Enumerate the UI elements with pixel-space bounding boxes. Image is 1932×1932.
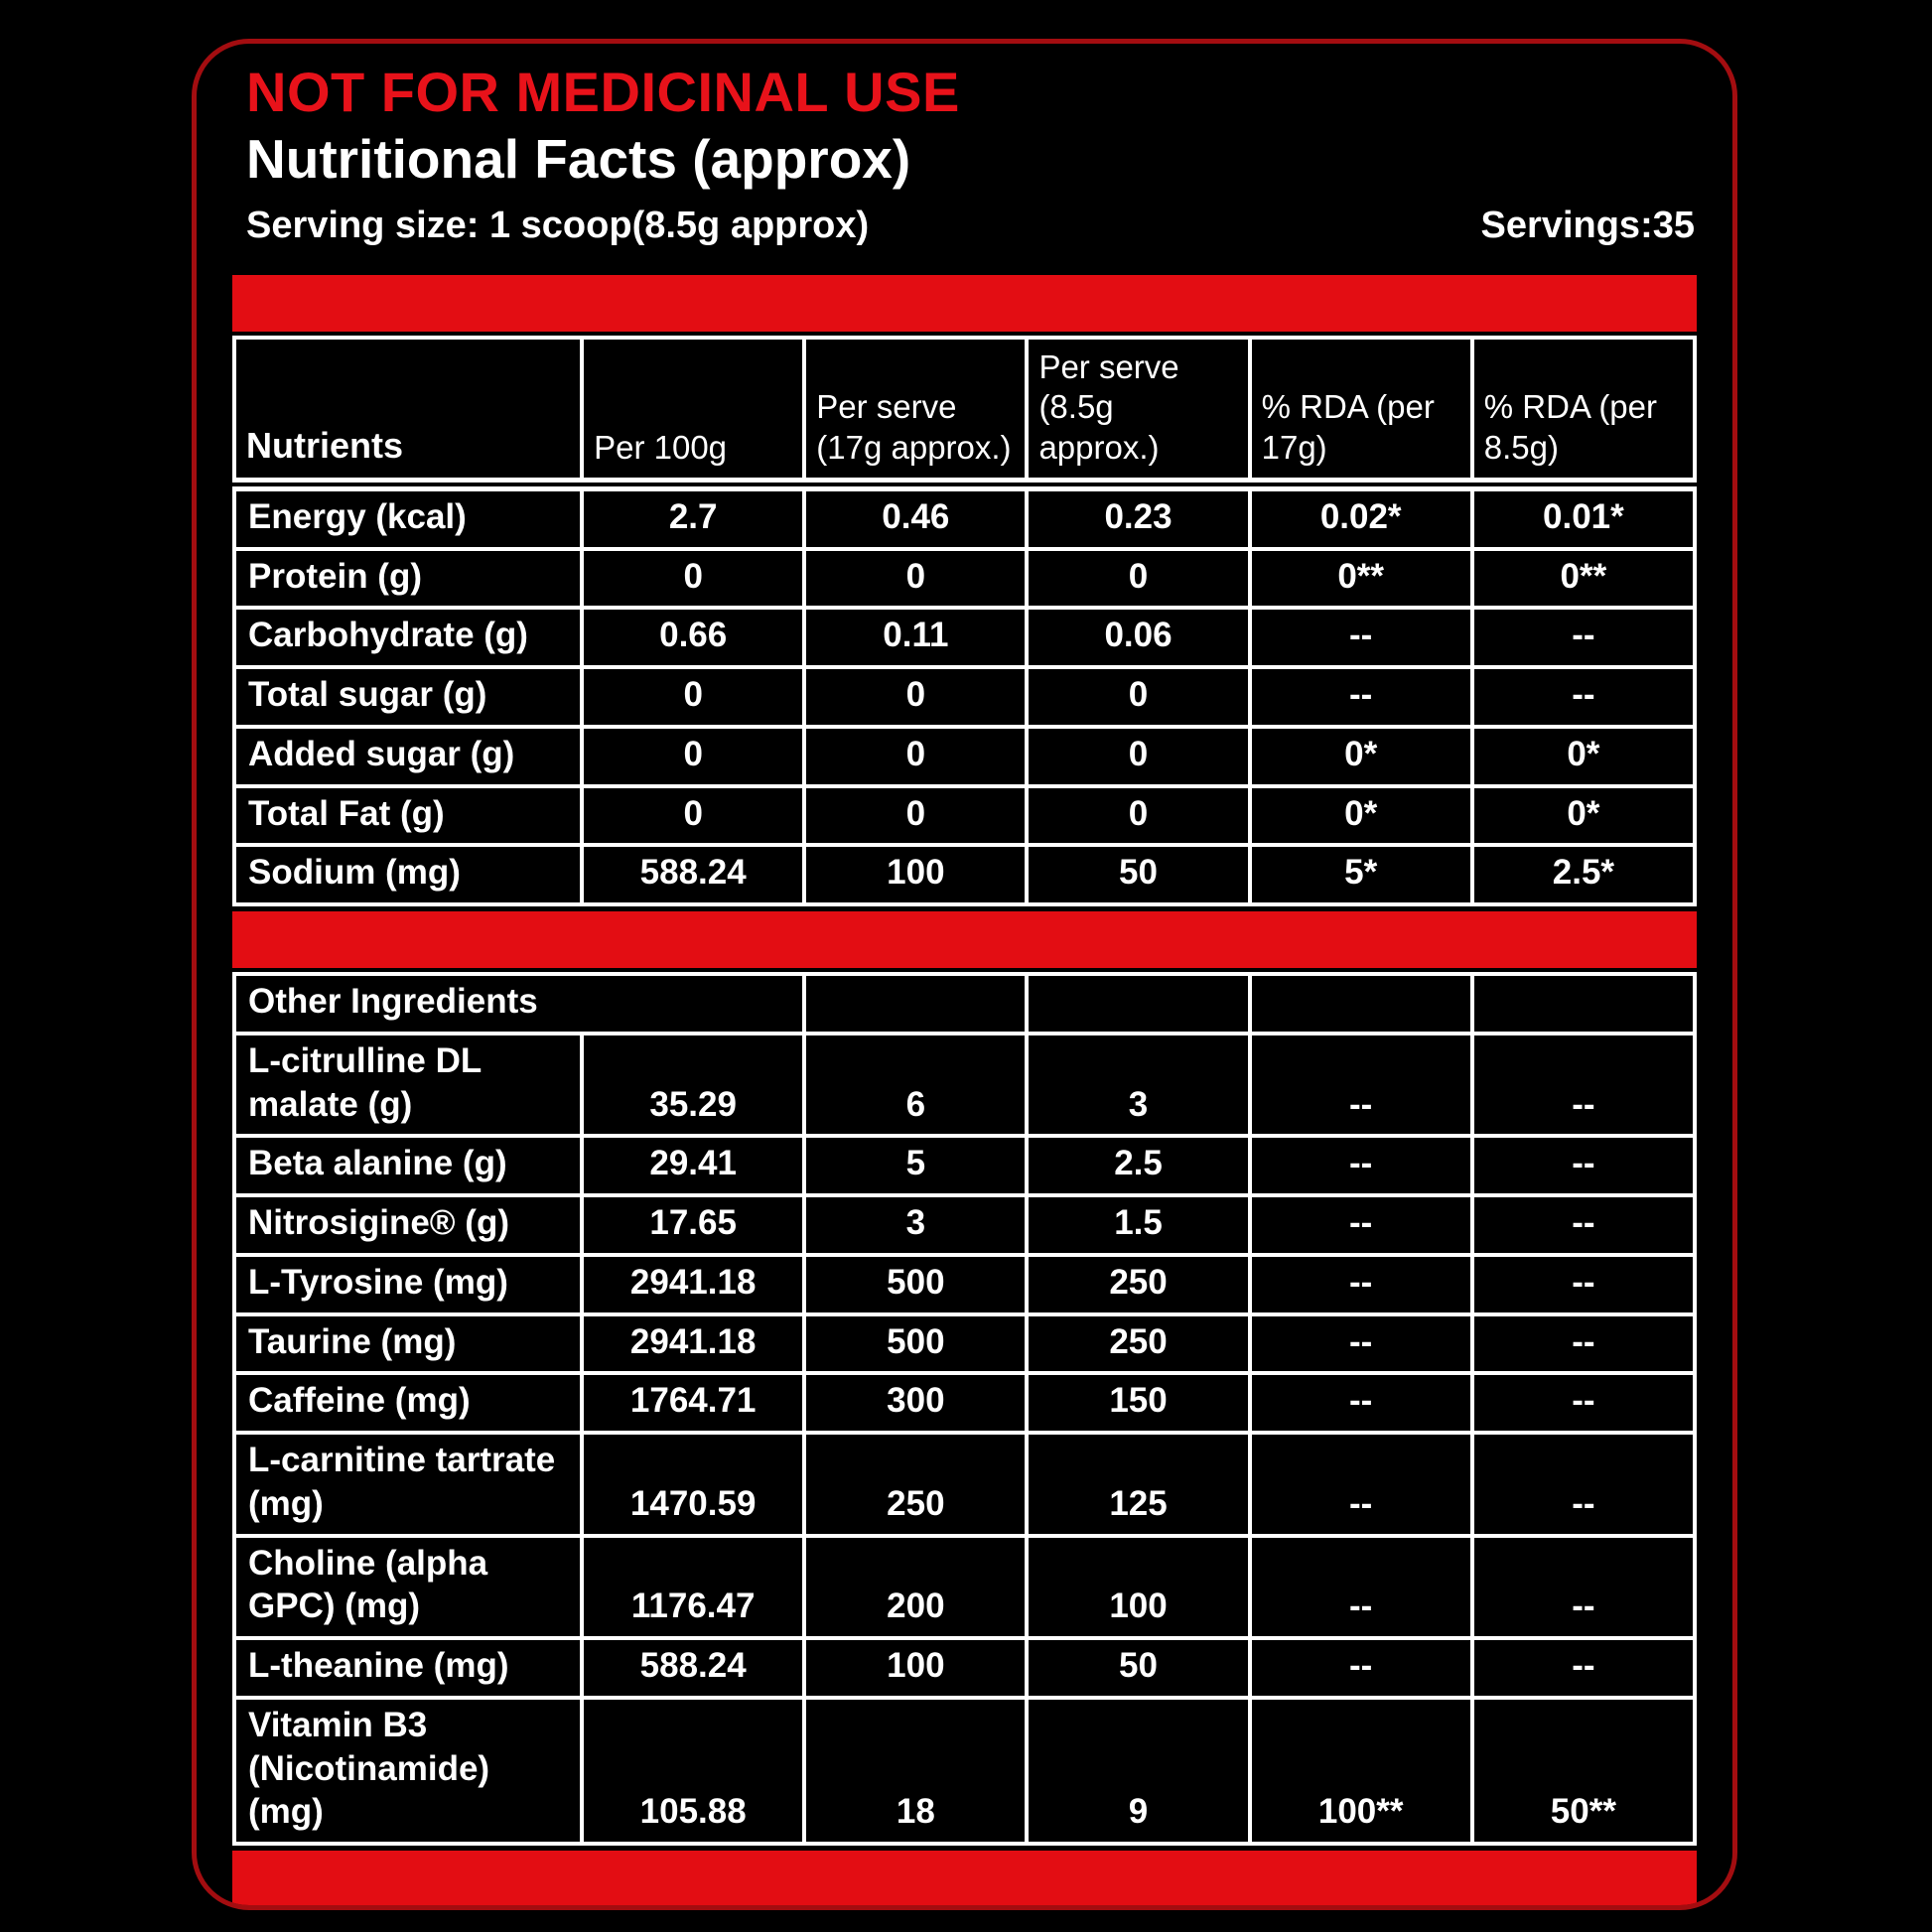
serving-row xyxy=(246,205,1695,247)
row-value: 2.5 xyxy=(1027,1136,1249,1195)
row-value: 0* xyxy=(1472,786,1695,846)
row-value: -- xyxy=(1250,1136,1472,1195)
row-value: 18 xyxy=(804,1698,1027,1844)
nutrient-row xyxy=(234,484,1695,549)
other-ingredient-row xyxy=(234,1373,1695,1433)
row-value: 0.01* xyxy=(1472,484,1695,549)
row-label: Protein (g) xyxy=(234,549,582,609)
row-value: 100 xyxy=(804,1638,1027,1698)
row-value: -- xyxy=(1250,1195,1472,1255)
other-ingredients-header-row xyxy=(234,974,1695,1034)
row-value: 1176.47 xyxy=(582,1536,804,1639)
row-value: 0 xyxy=(582,786,804,846)
row-value: 100 xyxy=(1027,1536,1249,1639)
other-ingredients-body xyxy=(234,974,1695,1844)
row-value: 250 xyxy=(1027,1255,1249,1314)
row-value: 0 xyxy=(582,667,804,727)
row-value: 3 xyxy=(804,1195,1027,1255)
row-value: -- xyxy=(1250,1433,1472,1536)
row-value: 50 xyxy=(1027,845,1249,904)
row-value: 250 xyxy=(1027,1314,1249,1374)
col-header-per-100g: Per 100g xyxy=(582,338,804,484)
divider-bar-middle xyxy=(232,911,1697,968)
row-value: 0 xyxy=(804,727,1027,786)
row-value: 0.46 xyxy=(804,484,1027,549)
row-label: Total Fat (g) xyxy=(234,786,582,846)
row-value: -- xyxy=(1472,1536,1695,1639)
row-value: 500 xyxy=(804,1314,1027,1374)
row-label: Total sugar (g) xyxy=(234,667,582,727)
row-value: -- xyxy=(1250,1536,1472,1639)
empty-cell xyxy=(1472,974,1695,1034)
other-ingredient-row xyxy=(234,1433,1695,1536)
empty-cell xyxy=(1027,974,1249,1034)
row-label: Caffeine (mg) xyxy=(234,1373,582,1433)
col-header-rda-17g: % RDA (per 17g) xyxy=(1250,338,1472,484)
row-label: Nitrosigine® (g) xyxy=(234,1195,582,1255)
row-value: 1470.59 xyxy=(582,1433,804,1536)
row-value: 300 xyxy=(804,1373,1027,1433)
row-value: 0 xyxy=(1027,727,1249,786)
row-value: -- xyxy=(1472,1255,1695,1314)
row-value: -- xyxy=(1250,1314,1472,1374)
col-header-per-serve-8-5g: Per serve (8.5g approx.) xyxy=(1027,338,1249,484)
row-value: 2.7 xyxy=(582,484,804,549)
nutrients-body xyxy=(234,484,1695,904)
divider-bar-top xyxy=(232,275,1697,332)
row-value: 0 xyxy=(1027,667,1249,727)
row-value: 0 xyxy=(1027,549,1249,609)
row-value: 0 xyxy=(804,667,1027,727)
row-value: -- xyxy=(1250,1373,1472,1433)
row-value: 0* xyxy=(1250,727,1472,786)
row-value: -- xyxy=(1472,1638,1695,1698)
nutrient-row xyxy=(234,549,1695,609)
row-label: L-carnitine tartrate (mg) xyxy=(234,1433,582,1536)
row-value: 0 xyxy=(582,727,804,786)
row-value: 3 xyxy=(1027,1034,1249,1137)
row-label: Carbohydrate (g) xyxy=(234,608,582,667)
row-value: -- xyxy=(1472,667,1695,727)
warning-heading: NOT FOR MEDICINAL USE xyxy=(246,61,960,123)
row-value: 50 xyxy=(1027,1638,1249,1698)
row-value: -- xyxy=(1472,1373,1695,1433)
nutrient-row xyxy=(234,786,1695,846)
row-value: 9 xyxy=(1027,1698,1249,1844)
row-label: Choline (alpha GPC) (mg) xyxy=(234,1536,582,1639)
row-value: 588.24 xyxy=(582,1638,804,1698)
row-value: -- xyxy=(1250,1034,1472,1137)
row-value: 29.41 xyxy=(582,1136,804,1195)
row-value: -- xyxy=(1472,1433,1695,1536)
page-title: Nutritional Facts (approx) xyxy=(246,127,911,190)
row-value: 1.5 xyxy=(1027,1195,1249,1255)
row-label: Added sugar (g) xyxy=(234,727,582,786)
row-label: Sodium (mg) xyxy=(234,845,582,904)
row-value: 500 xyxy=(804,1255,1027,1314)
row-value: 100** xyxy=(1250,1698,1472,1844)
row-label: L-theanine (mg) xyxy=(234,1638,582,1698)
row-label: L-Tyrosine (mg) xyxy=(234,1255,582,1314)
row-value: 35.29 xyxy=(582,1034,804,1137)
other-ingredient-row xyxy=(234,1195,1695,1255)
row-value: 588.24 xyxy=(582,845,804,904)
row-value: 0 xyxy=(804,549,1027,609)
divider-bar-bottom xyxy=(232,1851,1697,1907)
other-ingredients-table xyxy=(232,972,1697,1846)
other-ingredient-row xyxy=(234,1638,1695,1698)
row-value: 250 xyxy=(804,1433,1027,1536)
row-value: -- xyxy=(1250,1638,1472,1698)
row-value: 0* xyxy=(1472,727,1695,786)
row-value: -- xyxy=(1250,667,1472,727)
row-value: -- xyxy=(1472,1034,1695,1137)
row-value: -- xyxy=(1472,1195,1695,1255)
row-label: Taurine (mg) xyxy=(234,1314,582,1374)
empty-cell xyxy=(804,974,1027,1034)
row-value: -- xyxy=(1250,1255,1472,1314)
row-value: 150 xyxy=(1027,1373,1249,1433)
nutrient-row xyxy=(234,727,1695,786)
row-value: 50** xyxy=(1472,1698,1695,1844)
col-header-nutrients: Nutrients xyxy=(234,338,582,484)
row-label: Vitamin B3 (Nicotinamide) (mg) xyxy=(234,1698,582,1844)
row-value: 2941.18 xyxy=(582,1255,804,1314)
row-value: 2.5* xyxy=(1472,845,1695,904)
row-value: 0** xyxy=(1472,549,1695,609)
serving-size-text: Serving size: 1 scoop(8.5g approx) xyxy=(246,205,870,247)
other-ingredient-row xyxy=(234,1255,1695,1314)
other-ingredient-row xyxy=(234,1698,1695,1844)
row-value: 2941.18 xyxy=(582,1314,804,1374)
row-value: 17.65 xyxy=(582,1195,804,1255)
row-value: 0.66 xyxy=(582,608,804,667)
row-value: 5 xyxy=(804,1136,1027,1195)
row-value: 0.11 xyxy=(804,608,1027,667)
row-label: Energy (kcal) xyxy=(234,484,582,549)
servings-count: Servings:35 xyxy=(1480,205,1695,247)
table-header-row xyxy=(234,338,1695,484)
nutrient-row xyxy=(234,667,1695,727)
other-ingredient-row xyxy=(234,1034,1695,1137)
row-value: 0** xyxy=(1250,549,1472,609)
col-header-per-serve-17g: Per serve (17g approx.) xyxy=(804,338,1027,484)
other-ingredient-row xyxy=(234,1536,1695,1639)
row-value: 105.88 xyxy=(582,1698,804,1844)
nutrient-row xyxy=(234,608,1695,667)
row-value: 5* xyxy=(1250,845,1472,904)
row-value: 0 xyxy=(804,786,1027,846)
nutrition-panel xyxy=(192,39,1737,1910)
nutrient-row xyxy=(234,845,1695,904)
row-value: 1764.71 xyxy=(582,1373,804,1433)
row-value: 0.23 xyxy=(1027,484,1249,549)
row-value: 0.02* xyxy=(1250,484,1472,549)
row-value: 0.06 xyxy=(1027,608,1249,667)
nutrients-table xyxy=(232,336,1697,906)
row-value: 200 xyxy=(804,1536,1027,1639)
row-value: -- xyxy=(1472,1314,1695,1374)
row-value: 100 xyxy=(804,845,1027,904)
other-ingredient-row xyxy=(234,1136,1695,1195)
row-value: 0 xyxy=(1027,786,1249,846)
empty-cell xyxy=(1250,974,1472,1034)
row-value: 0* xyxy=(1250,786,1472,846)
row-value: -- xyxy=(1250,608,1472,667)
row-value: 6 xyxy=(804,1034,1027,1137)
row-value: 0 xyxy=(582,549,804,609)
row-label: L-citrulline DL malate (g) xyxy=(234,1034,582,1137)
row-value: -- xyxy=(1472,1136,1695,1195)
row-value: -- xyxy=(1472,608,1695,667)
row-label: Beta alanine (g) xyxy=(234,1136,582,1195)
row-value: 125 xyxy=(1027,1433,1249,1536)
other-ingredients-label: Other Ingredients xyxy=(234,974,804,1034)
other-ingredient-row xyxy=(234,1314,1695,1374)
col-header-rda-8-5g: % RDA (per 8.5g) xyxy=(1472,338,1695,484)
